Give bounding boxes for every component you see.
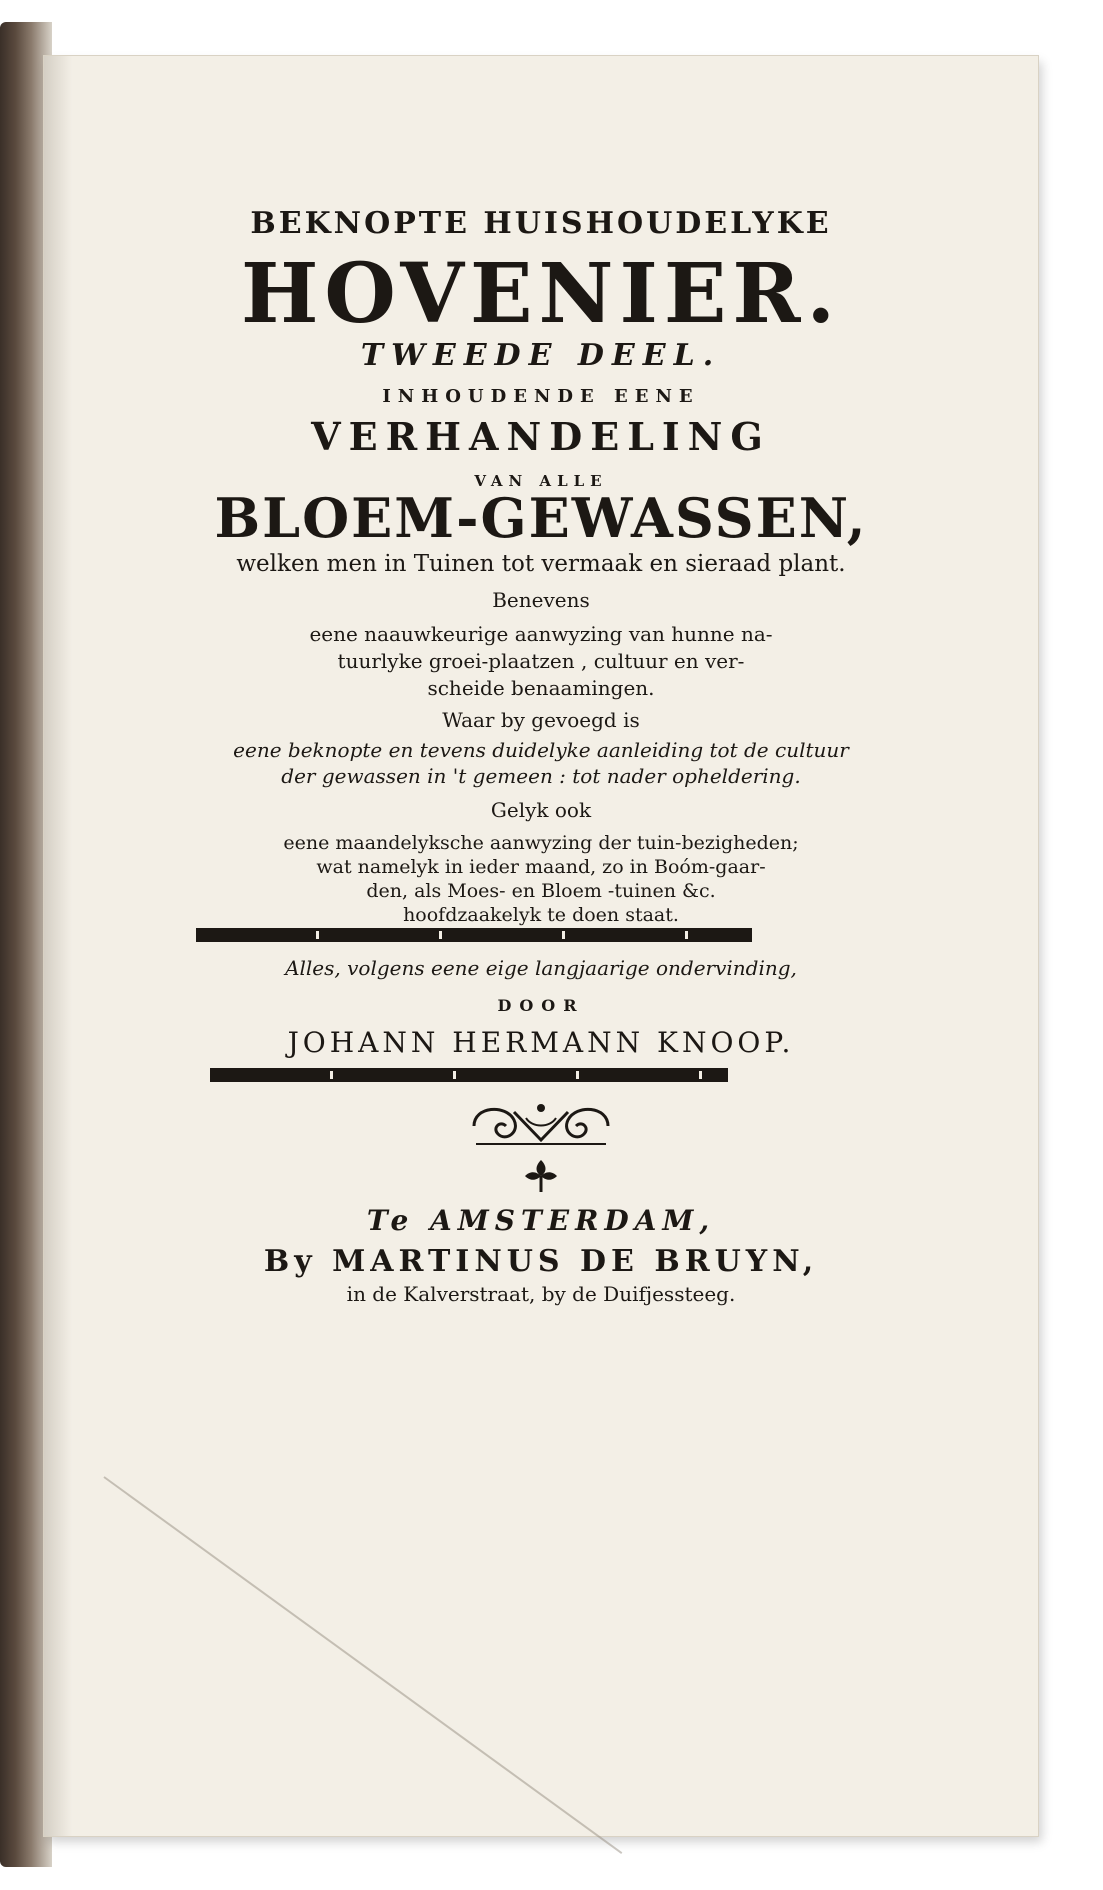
description-line-8: wat namelyk in ieder maand, zo in Boóm-gaar- [316, 856, 766, 878]
printers-ornament [44, 1098, 1038, 1154]
description-line-1: welken men in Tuinen tot vermaak en sieraad plant. [236, 551, 846, 577]
gelyk-line: Gelyk ook [490, 798, 592, 822]
door-line: DOOR [497, 996, 585, 1015]
bloem-gewassen-title: BLOEM-GEWASSEN, [214, 486, 868, 550]
inhoudende-line: INHOUDENDE EENE [382, 386, 700, 407]
description-line-3: tuurlyke groei-plaatzen , cultuur en ver- [337, 649, 745, 673]
alles-line: Alles, volgens eene eige langjaarige ondervinding, [285, 956, 797, 980]
verhandeling-line: VERHANDELING [311, 414, 771, 459]
address-line: in de Kalverstraat, by de Duifjessteeg. [346, 1282, 736, 1306]
author-name: JOHANN HERMANN KNOOP. [287, 1026, 795, 1059]
description-line-10: hoofdzaakelyk te doen staat. [403, 904, 679, 926]
title-page [44, 56, 1038, 1836]
title-line-1: BEKNOPTE HUISHOUDELYKE [250, 206, 832, 241]
description-line-4: scheide benaamingen. [427, 676, 655, 700]
publisher-line: By MARTINUS DE BRUYN, [263, 1244, 819, 1279]
horizontal-rule-top [196, 928, 752, 942]
description-line-7: eene maandelyksche aanwyzing der tuin-bezigheden; [283, 832, 799, 854]
small-ornament [44, 1156, 1038, 1196]
description-line-5: eene beknopte en tevens duidelyke aanleiding tot de cultuur [233, 738, 849, 762]
description-line-6: der gewassen in 't gemeen : tot nader opheldering. [281, 764, 801, 788]
scroll-ornament-icon [466, 1098, 616, 1154]
horizontal-rule-bottom [210, 1068, 728, 1082]
van-alle-line: VAN ALLE [474, 472, 608, 490]
paper-crease [103, 1476, 622, 1854]
part-label: TWEEDE DEEL. [360, 338, 722, 373]
main-title: HOVENIER. [240, 246, 842, 342]
description-line-2: eene naauwkeurige aanwyzing van hunne na- [309, 622, 773, 646]
waar-line: Waar by gevoegd is [442, 708, 640, 732]
place-line: Te AMSTERDAM, [366, 1204, 716, 1237]
fleuron-icon [521, 1156, 561, 1196]
benevens-line: Benevens [492, 588, 590, 612]
description-line-9: den, als Moes- en Bloem -tuinen &c. [366, 880, 716, 902]
